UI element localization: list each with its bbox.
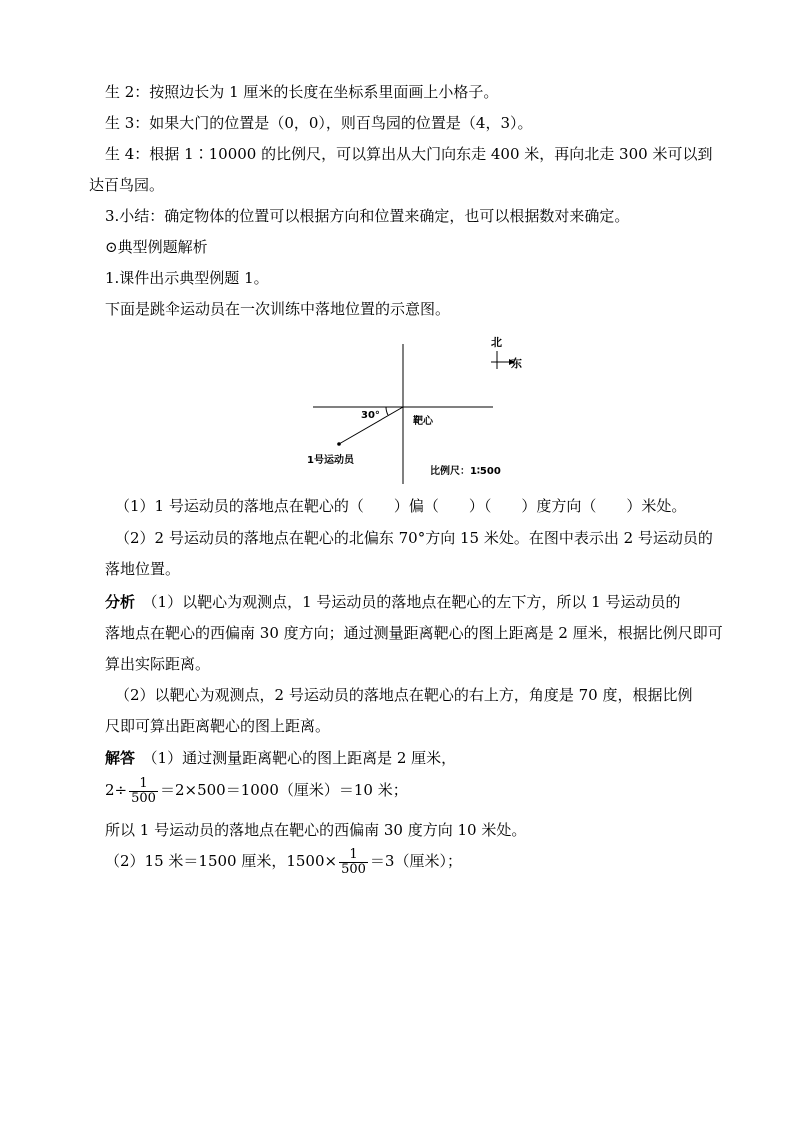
athlete-point (337, 442, 341, 446)
answer-1-text: （1）通过测量距离靶心的图上距离是 2 厘米， (150, 749, 457, 767)
question-1: （1）1 号运动员的落地点在靶心的（ ）偏（ ）（ ）度方向（ ）米处。 (115, 497, 687, 515)
fraction-numerator: 1 (129, 777, 158, 792)
answer-line1 (105, 748, 456, 768)
question-2-line1: （2）2 号运动员的落地点在靶心的北偏东 70°方向 15 米处。在图中表示出 2 号运动员的 (115, 529, 713, 547)
paragraph-example: 1.课件出示典型例题 1。 (105, 269, 269, 287)
analysis-2-line1: （2）以靶心为观测点，2 号运动员的落地点在靶心的右上方，角度是 70 度，根据比例 (115, 686, 693, 704)
answer-label: 解答 (105, 749, 136, 767)
paragraph-student4-line1: 生 4：根据 1∶10000 的比例尺，可以算出从大门向东走 400 米，再向北走 300 米可以到 (105, 145, 713, 163)
fraction-numerator: 1 (339, 848, 368, 863)
landing-diagram (300, 330, 540, 490)
fraction-denominator: 500 (341, 861, 366, 877)
paragraph-summary: 3.小结：确定物体的位置可以根据方向和位置来确定，也可以根据数对来确定。 (105, 207, 630, 225)
scale-label: 比例尺：1∶500 (430, 466, 501, 477)
analysis-1-line1 (105, 592, 680, 612)
calc2-prefix: （2）15 米＝1500 厘米，1500× (105, 852, 338, 870)
answer-conclusion: 所以 1 号运动员的落地点在靶心的西偏南 30 度方向 10 米处。 (105, 821, 527, 839)
north-label: 北 (491, 336, 502, 349)
analysis-label: 分析 (105, 593, 136, 611)
east-label: 东 (511, 357, 522, 370)
question-2-line2: 落地位置。 (105, 560, 181, 578)
calculation-1 (105, 775, 408, 806)
calc1-prefix: 2÷ (105, 781, 128, 799)
paragraph-intro: 下面是跳伞运动员在一次训练中落地位置的示意图。 (105, 300, 451, 318)
analysis-2-line2: 尺即可算出距离靶心的图上距离。 (105, 717, 331, 735)
paragraph-student4-line2: 达百鸟园。 (89, 176, 165, 194)
analysis-1-text: （1）以靶心为观测点，1 号运动员的落地点在靶心的左下方，所以 1 号运动员的 (150, 593, 681, 611)
center-label: 靶心 (413, 416, 433, 427)
calc1-suffix: ＝2×500＝1000（厘米）＝10 米； (159, 781, 408, 799)
paragraph-student2: 生 2：按照边长为 1 厘米的长度在坐标系里面画上小格子。 (105, 83, 499, 101)
calc2-suffix: ＝3（厘米）； (369, 852, 462, 870)
analysis-1-line3: 算出实际距离。 (105, 655, 211, 673)
fraction-1-500 (129, 777, 158, 806)
fraction-denominator: 500 (131, 790, 156, 806)
fraction-1-500-second (339, 848, 368, 877)
analysis-1-line2: 落地点在靶心的西偏南 30 度方向；通过测量距离靶心的图上距离是 2 厘米，根据比例尺即可 (105, 624, 723, 642)
paragraph-student3: 生 3：如果大门的位置是（0，0），则百鸟园的位置是（4，3）。 (105, 114, 533, 132)
calculation-2 (105, 846, 462, 877)
athlete-label: 1号运动员 (307, 455, 354, 466)
angle-arc (386, 407, 388, 415)
section-heading: ⊙典型例题解析 (105, 238, 208, 256)
angle-label: 30° (361, 410, 380, 421)
